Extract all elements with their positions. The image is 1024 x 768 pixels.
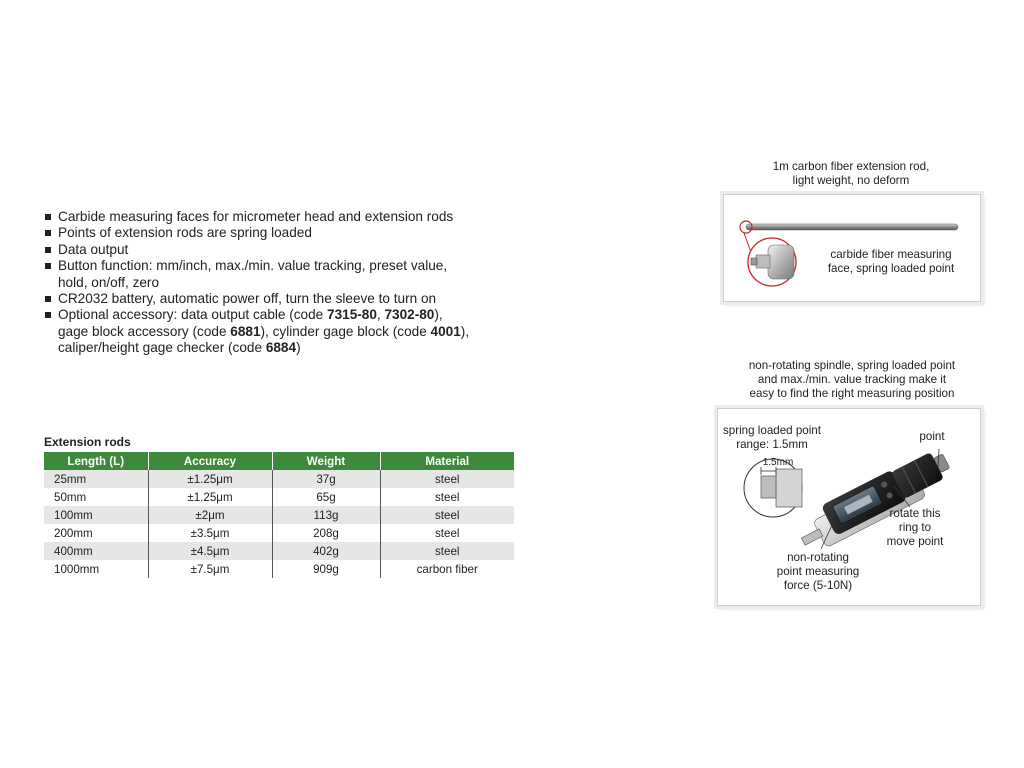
spring-loaded-label bbox=[720, 424, 824, 452]
measuring-force-line: point measuring bbox=[776, 565, 860, 578]
rod-caption-line: 1m carbon fiber extension rod, bbox=[772, 160, 930, 173]
cell-weight: 402g bbox=[272, 542, 380, 560]
spindle-caption-line: easy to find the right measuring position bbox=[749, 387, 955, 400]
spindle-caption-line: non-rotating spindle, spring loaded point bbox=[748, 359, 956, 372]
table-row bbox=[44, 506, 514, 524]
cell-accuracy: ±2μm bbox=[148, 506, 272, 524]
feature-item bbox=[44, 242, 564, 258]
table-header-row bbox=[44, 452, 514, 470]
feature-text: CR2032 battery, automatic power off, turn the sleeve to turn on bbox=[58, 291, 437, 307]
measuring-face-label bbox=[806, 248, 976, 276]
cell-material: carbon fiber bbox=[380, 560, 514, 578]
header-material: Material bbox=[380, 452, 514, 470]
cell-weight: 113g bbox=[272, 506, 380, 524]
cell-accuracy: ±1.25μm bbox=[148, 488, 272, 506]
table-row bbox=[44, 542, 514, 560]
cell-length: 50mm bbox=[44, 488, 148, 506]
point-label: point bbox=[919, 430, 945, 443]
spindle-caption-line: and max./min. value tracking make it bbox=[757, 373, 947, 386]
spring-loaded-line: spring loaded point bbox=[723, 424, 821, 437]
feature-code: 6881 bbox=[230, 323, 261, 339]
spindle-panel bbox=[717, 408, 981, 606]
extension-rods-table bbox=[44, 452, 514, 578]
cell-material: steel bbox=[380, 470, 514, 488]
feature-text: ), bbox=[460, 323, 470, 339]
cell-accuracy: ±3.5μm bbox=[148, 524, 272, 542]
feature-item bbox=[44, 209, 564, 225]
feature-text: , bbox=[376, 307, 385, 323]
measuring-force-label bbox=[766, 551, 870, 593]
feature-text: ), bbox=[434, 307, 443, 323]
table-row bbox=[44, 488, 514, 506]
cell-material: steel bbox=[380, 542, 514, 560]
feature-text: Data output bbox=[58, 241, 129, 257]
cell-length: 400mm bbox=[44, 542, 148, 560]
spring-loaded-line: range: 1.5mm bbox=[736, 438, 808, 451]
spindle-caption bbox=[712, 359, 992, 401]
table-row bbox=[44, 560, 514, 578]
feature-text: gage block accessory (code bbox=[58, 323, 231, 339]
rotate-ring-label bbox=[880, 507, 950, 549]
table-row bbox=[44, 470, 514, 488]
cell-material: steel bbox=[380, 488, 514, 506]
cell-length: 1000mm bbox=[44, 560, 148, 578]
feature-text: Button function: mm/inch, max./min. value tracking, preset value, bbox=[58, 258, 448, 274]
cell-accuracy: ±1.25μm bbox=[148, 470, 272, 488]
header-length: Length (L) bbox=[44, 452, 148, 470]
rotate-ring-line: ring to bbox=[898, 521, 932, 534]
feature-item bbox=[44, 307, 564, 356]
header-accuracy: Accuracy bbox=[148, 452, 272, 470]
rotate-ring-line: move point bbox=[886, 535, 944, 548]
cell-length: 100mm bbox=[44, 506, 148, 524]
measuring-force-line: force (5-10N) bbox=[783, 579, 853, 592]
cell-accuracy: ±4.5μm bbox=[148, 542, 272, 560]
feature-item bbox=[44, 291, 564, 307]
cell-length: 200mm bbox=[44, 524, 148, 542]
extension-rods-title: Extension rods bbox=[44, 435, 131, 449]
feature-text: Carbide measuring faces for micrometer head and extension rods bbox=[58, 209, 454, 224]
header-weight: Weight bbox=[272, 452, 380, 470]
rod-caption-line: light weight, no deform bbox=[792, 174, 910, 187]
table-row bbox=[44, 524, 514, 542]
feature-list bbox=[44, 209, 564, 357]
cell-weight: 37g bbox=[272, 470, 380, 488]
feature-text: Optional accessory: data output cable (code bbox=[58, 307, 328, 323]
feature-text: hold, on/off, zero bbox=[58, 274, 160, 290]
cell-material: steel bbox=[380, 506, 514, 524]
feature-text: Points of extension rods are spring loaded bbox=[58, 225, 312, 241]
cell-weight: 909g bbox=[272, 560, 380, 578]
measuring-force-line: non-rotating bbox=[787, 551, 849, 564]
rotate-ring-line: rotate this bbox=[889, 507, 941, 520]
cell-weight: 65g bbox=[272, 488, 380, 506]
feature-text: caliper/height gage checker (code bbox=[58, 340, 266, 356]
feature-item bbox=[44, 225, 564, 241]
feature-code: 7302-80 bbox=[384, 307, 435, 323]
feature-text: ) bbox=[296, 340, 301, 356]
feature-code: 6884 bbox=[265, 340, 297, 356]
feature-code: 7315-80 bbox=[327, 307, 377, 323]
cell-material: steel bbox=[380, 524, 514, 542]
rod-caption bbox=[722, 160, 980, 188]
cell-accuracy: ±7.5μm bbox=[148, 560, 272, 578]
cell-length: 25mm bbox=[44, 470, 148, 488]
dimension-label: 1.5mm bbox=[762, 457, 794, 468]
feature-text: ), cylinder gage block (code bbox=[260, 323, 431, 339]
cell-weight: 208g bbox=[272, 524, 380, 542]
feature-item bbox=[44, 258, 564, 291]
measuring-face-line: carbide fiber measuring bbox=[830, 248, 952, 261]
measuring-face-line: face, spring loaded point bbox=[827, 262, 955, 275]
feature-code: 4001 bbox=[430, 323, 461, 339]
rod-panel bbox=[723, 194, 981, 302]
